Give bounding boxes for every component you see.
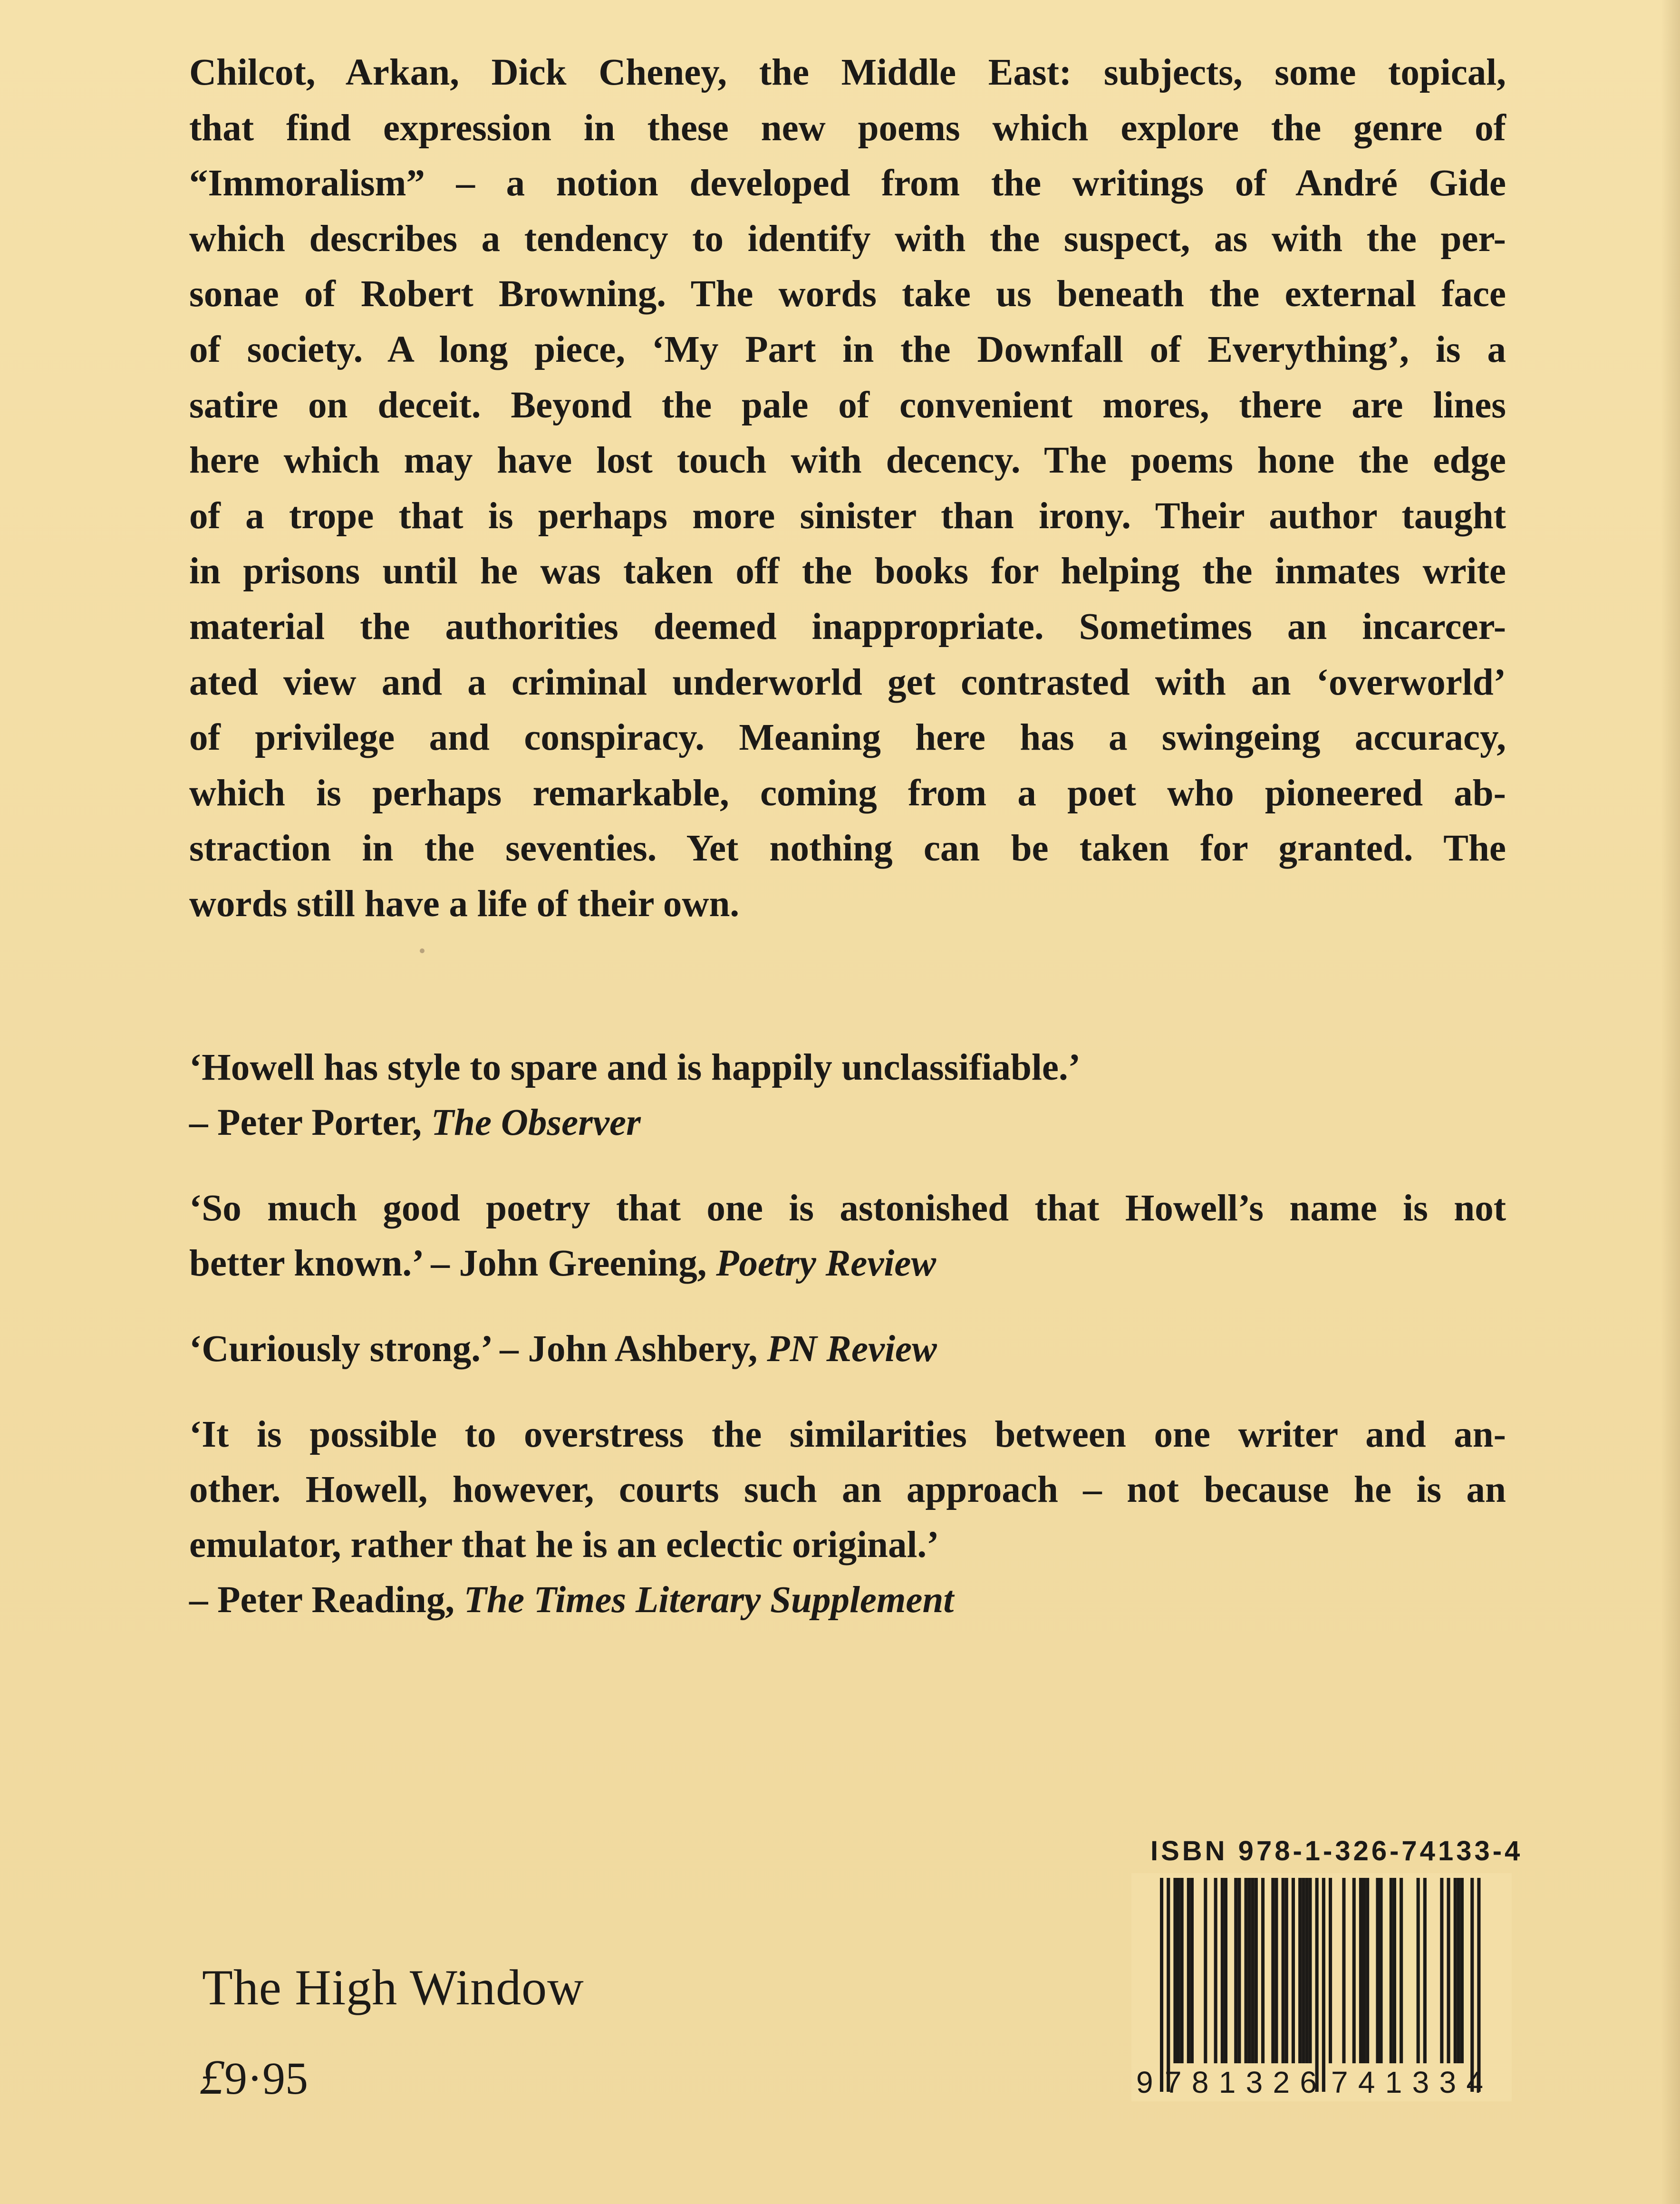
barcode-bar [1460, 1878, 1464, 2063]
blurb-line: which describes a tendency to identify with the suspect, as with the per- [189, 218, 1506, 260]
blurb-line: of a trope that is perhaps more sinister than irony. Their author taught [189, 495, 1506, 537]
blurb-line: here which may have lost touch with decency. The poems hone the edge [189, 440, 1506, 482]
barcode-bar [1173, 1878, 1177, 2063]
barcode-bar [1362, 1878, 1366, 2063]
quote-text: other. Howell, however, courts such an approach – not because he is an [189, 1469, 1506, 1510]
blurb-line: ated view and a criminal underworld get contrasted with an ‘overworld’ [189, 661, 1506, 703]
barcode-bar [1224, 1878, 1227, 2063]
barcode-bar [1261, 1878, 1265, 2063]
barcode-bar [1237, 1878, 1241, 2063]
quote-attribution [189, 1236, 1506, 1291]
barcode-bar [1423, 1878, 1427, 2063]
barcode-bar [1454, 1878, 1457, 2063]
barcode-bar [1457, 1878, 1460, 2063]
barcode-bar [1214, 1878, 1217, 2063]
barcode-bar [1251, 1878, 1255, 2063]
barcode-digit-group-left: 781326 [1165, 2065, 1317, 2099]
barcode-bar [1248, 1878, 1251, 2063]
barcode-bar [1298, 1878, 1302, 2063]
barcode-bar [1440, 1878, 1443, 2063]
blurb-line: words still have a life of their own. [189, 883, 740, 925]
blurb-line: that find expression in these new poems which explore the genre of [189, 107, 1506, 149]
barcode-bar [1380, 1878, 1383, 2063]
barcode-bar [1204, 1878, 1207, 2063]
barcode-graphic [1131, 1873, 1512, 2101]
barcode-bar [1274, 1878, 1278, 2063]
review-quote-porter [189, 1040, 1506, 1150]
barcode-bar [1305, 1878, 1308, 2063]
barcode-guard-bar [1315, 1878, 1319, 2092]
review-quote-greening [189, 1181, 1506, 1291]
spine-edge-shadow [1661, 0, 1680, 2204]
isbn-barcode [1131, 1873, 1512, 2101]
quote-attribution [189, 1573, 1506, 1628]
quote-text-with-reviewer: ‘Curiously strong.’ – John Ashbery, [189, 1328, 767, 1370]
barcode-guard-bar [1470, 1878, 1474, 2092]
barcode-guard-bar [1477, 1878, 1480, 2092]
blurb-paragraph [189, 45, 1506, 932]
barcode-bar [1180, 1878, 1184, 2063]
isbn-label: ISBN 978-1-326-74133-4 [1150, 1836, 1523, 1866]
quote-text: ‘It is possible to overstress the similarities between one writer and an- [189, 1414, 1506, 1455]
barcode-bar [1292, 1878, 1295, 2063]
barcode-bar [1245, 1878, 1248, 2063]
barcode-guard-bar [1160, 1878, 1163, 2092]
barcode-bar [1308, 1878, 1312, 2063]
barcode-bar [1359, 1878, 1362, 2063]
blurb-line: in prisons until he was taken off the books for helping the inmates write [189, 551, 1506, 592]
barcode-bar [1190, 1878, 1194, 2063]
quote-text-with-reviewer: better known.’ – John Greening, [189, 1243, 716, 1284]
publisher-name: The High Window [202, 1960, 584, 2015]
publication-title: PN Review [767, 1328, 937, 1370]
blurb-line: Chilcot, Arkan, Dick Cheney, the Middle East: subjects, some topical, [189, 52, 1506, 93]
publication-title: Poetry Review [716, 1243, 937, 1284]
price-amount: 9·95 [224, 2053, 308, 2104]
quote-text: ‘So much good poetry that one is astonished that Howell’s name is not [189, 1188, 1506, 1229]
review-quote-ashbery [189, 1322, 1506, 1377]
barcode-bar [1187, 1878, 1190, 2063]
barcode-bar [1352, 1878, 1356, 2063]
quote-text: ‘Howell has style to spare and is happily unclassifiable.’ [189, 1047, 1081, 1088]
barcode-bar [1417, 1878, 1420, 2063]
barcode-bar [1234, 1878, 1237, 2063]
barcode-bar [1376, 1878, 1379, 2063]
barcode-digit-first: 9 [1136, 2065, 1153, 2099]
barcode-bar [1393, 1878, 1396, 2063]
pound-sign: £ [200, 2050, 224, 2105]
publication-title: The Observer [431, 1102, 641, 1143]
blurb-line: “Immoralism” – a notion developed from the writings of André Gide [189, 163, 1506, 204]
quote-text: emulator, rather that he is an eclectic original.’ [189, 1524, 939, 1566]
blurb-line: material the authorities deemed inappropriate. Sometimes an incarcer- [189, 606, 1506, 648]
publication-title: The Times Literary Supplement [463, 1579, 954, 1621]
blurb-line: of privilege and conspiracy. Meaning here has a swingeing accuracy, [189, 717, 1506, 759]
barcode-bar [1342, 1878, 1345, 2063]
blurb-line: of society. A long piece, ‘My Part in the Downfall of Everything’, is a [189, 329, 1506, 370]
paper-speck [420, 948, 425, 953]
blurb-line: sonae of Robert Browning. The words take us beneath the external face [189, 273, 1506, 315]
blurb-line: straction in the seventies. Yet nothing can be taken for granted. The [189, 828, 1506, 870]
reviewer-name: – Peter Porter, [189, 1102, 431, 1143]
review-quote-reading [189, 1407, 1506, 1628]
barcode-guard-bar [1322, 1878, 1325, 2092]
barcode-bar [1255, 1878, 1258, 2063]
barcode-bar [1221, 1878, 1224, 2063]
barcode-bar [1366, 1878, 1369, 2063]
quote-attribution [189, 1322, 1506, 1377]
barcode-bar [1447, 1878, 1450, 2063]
barcode-bar [1282, 1878, 1285, 2063]
quote-attribution [189, 1095, 1506, 1150]
barcode-bar [1390, 1878, 1393, 2063]
barcode-bar [1329, 1878, 1332, 2063]
blurb-line: which is perhaps remarkable, coming from a poet who pioneered ab- [189, 772, 1506, 814]
reviewer-name: – Peter Reading, [189, 1579, 464, 1621]
barcode-guard-bar [1167, 1878, 1170, 2092]
blurb-line: satire on deceit. Beyond the pale of convenient mores, there are lines [189, 384, 1506, 426]
barcode-bar [1302, 1878, 1305, 2063]
barcode-bar [1285, 1878, 1288, 2063]
price-label [200, 2049, 308, 2106]
barcode-bar [1400, 1878, 1403, 2063]
barcode-bar [1177, 1878, 1180, 2063]
barcode-digit-group-right: 741334 [1331, 2065, 1483, 2099]
barcode-bar [1271, 1878, 1274, 2063]
